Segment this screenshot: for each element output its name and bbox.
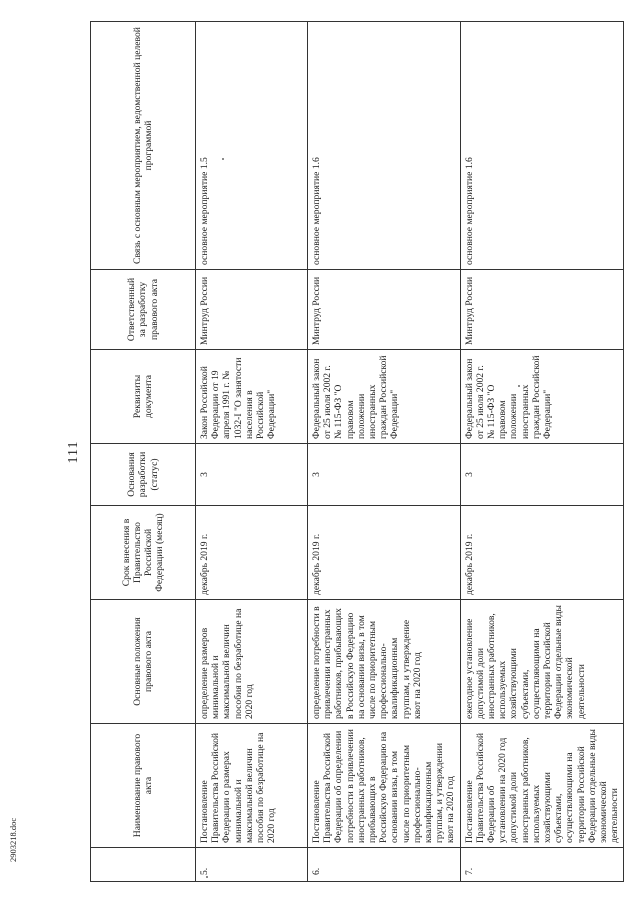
scan-speck [206,876,208,878]
table-row [196,22,308,882]
act-name: Постановление Правительства Российской Федерации об определении потребности в привлечении иностранных работников, прибывающих в Российскую Федерацию на основании визы, в том числе по приоритетным профессионально-квалификационным группам, и утверждении квот на 2020 год [308,724,461,848]
header-num [91,848,196,882]
act-deadline: декабрь 2019 г. [196,506,308,600]
act-requisites: Закон Российской Федерации от 19 апреля 1991 г. № 1032-I "О занятости населения в Российской Федерации" [196,350,308,444]
act-basis: 3 [308,444,461,506]
act-basis: 3 [196,444,308,506]
header-responsible: Ответственный за разработку правового акта [91,270,196,350]
row-number: 5. [196,848,308,882]
rotated-table-area [52,22,621,882]
row-number: 7. [460,848,624,882]
header-link: Связь с основным мероприятием, ведомственной целевой программой [91,22,196,270]
document-code: 2903218.doc [8,817,18,862]
table-header-row [91,22,196,882]
act-name: Постановление Правительства Российской Федерации об установлении на 2020 год допустимой доли иностранных работников, используемых хозяйствующими субъектами, осуществляющими на территории Российской Федерации отдельные виды экономической деятельности [460,724,624,848]
header-provisions: Основные положения правового акта [91,600,196,724]
header-basis: Основания разработки (статус) [91,444,196,506]
act-requisites: Федеральный закон от 25 июля 2002 г. № 115-ФЗ "О правовом положении иностранных граждан Российской Федерации" [308,350,461,444]
header-name: Наименование правового акта [91,724,196,848]
legal-acts-table [90,21,624,882]
act-link: основное мероприятие 1.6 [308,22,461,270]
table-row [308,22,461,882]
scan-speck [222,158,224,160]
act-responsible: Минтруд России [196,270,308,350]
act-provisions: определение потребности в привлечении иностранных работников, прибывающих в Российскую Федерацию на основании визы, в том числе по приоритетным профессионально-квалификационным группам, и утверждение квот на 2020 год [308,600,461,724]
header-requisites: Реквизиты документа [91,350,196,444]
act-basis: 3 [460,444,624,506]
act-requisites: Федеральный закон от 25 июля 2002 г. № 115-ФЗ "О правовом положении иностранных граждан Российской Федерации" [460,350,624,444]
act-name: Постановление Правительства Российской Федерации о размерах минимальной и максимальной величин пособия по безработице на 2020 год [196,724,308,848]
act-link: основное мероприятие 1.5 [196,22,308,270]
scan-speck [518,385,520,387]
act-responsible: Минтруд России [308,270,461,350]
act-deadline: декабрь 2019 г. [460,506,624,600]
act-deadline: декабрь 2019 г. [308,506,461,600]
page-number: 111 [66,440,81,464]
act-provisions: определение размеров минимальной и максимальной величин пособия по безработице на 2020 год [196,600,308,724]
act-link: основное мероприятие 1.6 [460,22,624,270]
row-number: 6. [308,848,461,882]
act-responsible: Минтруд России [460,270,624,350]
header-deadline: Срок внесения в Правительство Российской Федерации (месяц) [91,506,196,600]
table-row [460,22,624,882]
act-provisions: ежегодное установление допустимой доли иностранных работников, используемых хозяйствующими субъектами, осуществляющими на территории Российской Федерации отдельные виды экономической деятельности [460,600,624,724]
